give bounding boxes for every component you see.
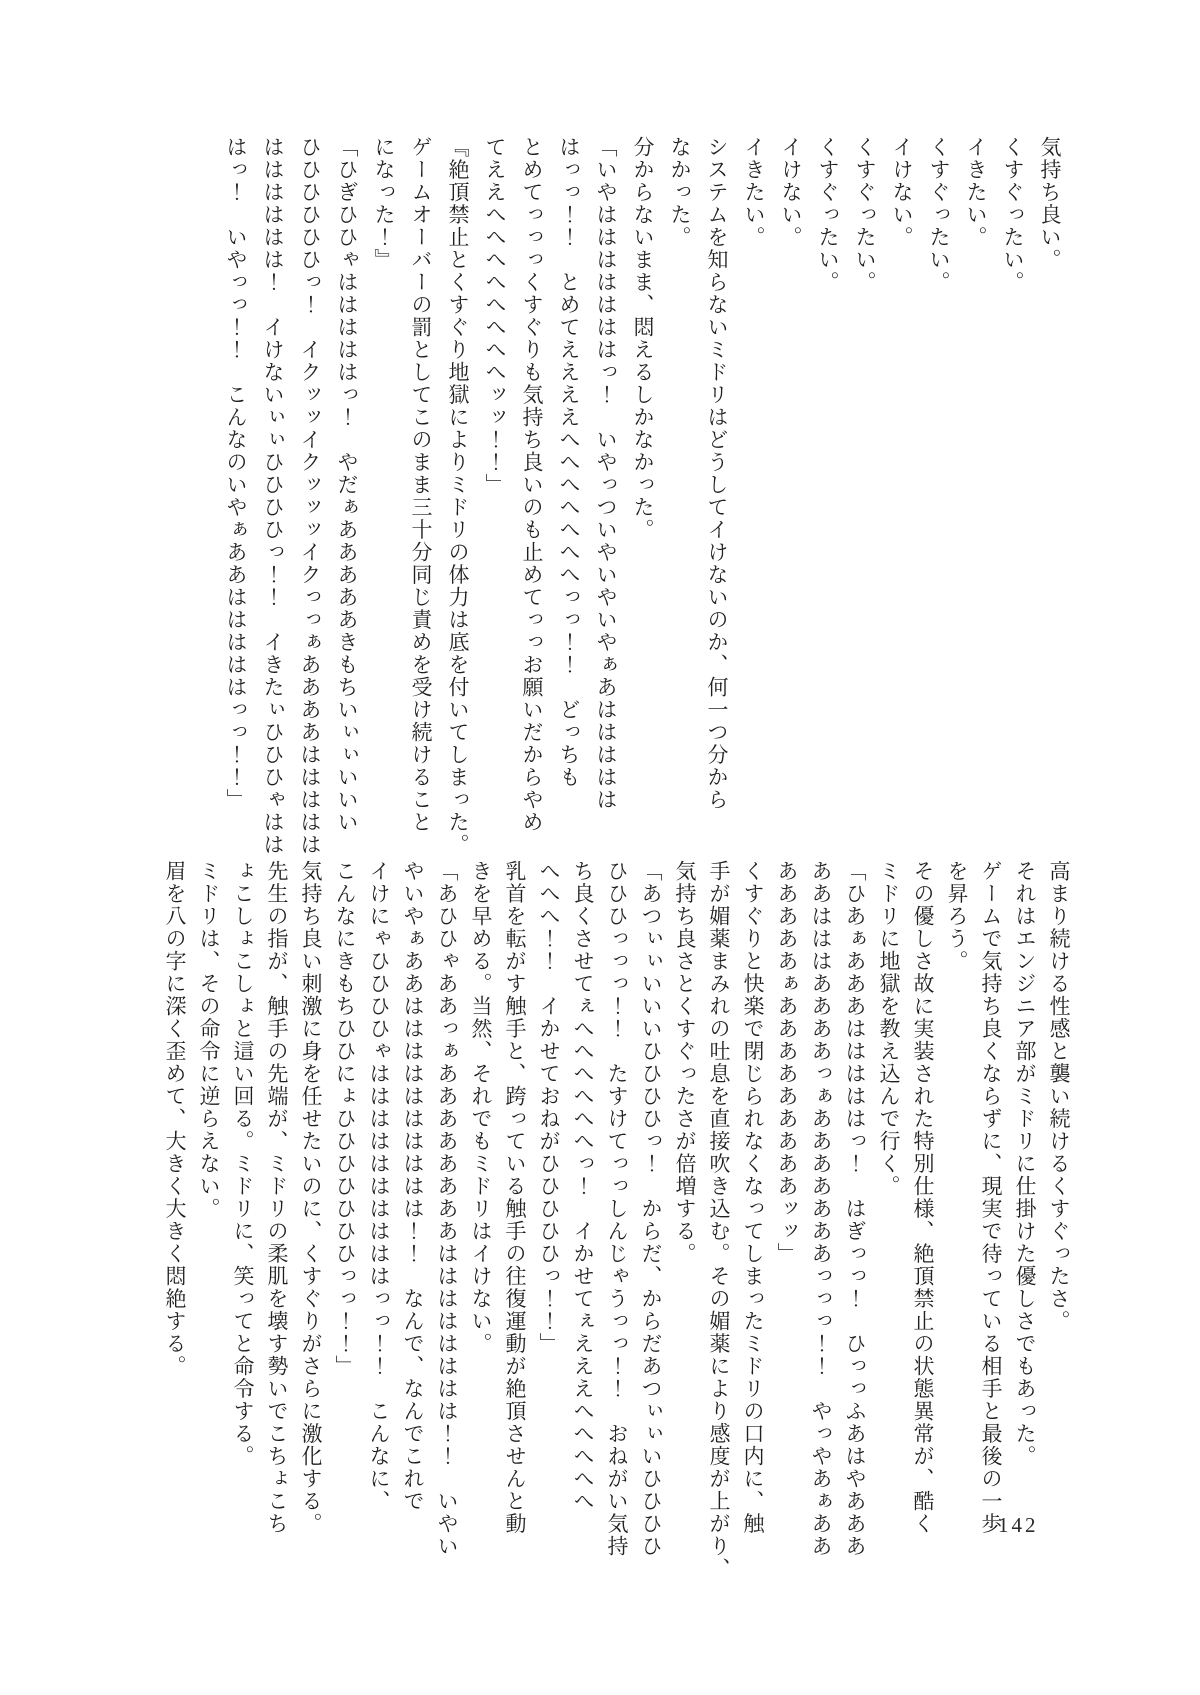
text-column: イけない。 [890,136,914,249]
text-column: 眉を八の字に深く歪めて、大きく大きく悶絶する。 [163,860,187,1378]
text-column: ミドリに地獄を教え込んで行く。 [877,860,901,1198]
text-column: くすぐったい。 [1001,136,1025,294]
text-column: てええへへへへへへへへッッ！！」 [483,136,507,496]
text-column: ひひひっっっ！！ たすけてっっしんじゃうっっ！！ おねがい気持 [605,860,629,1558]
top-text-block [217,136,1068,856]
text-column: とめてっっっくすぐりも気持ち良いのも止めてっっお願いだからやめ [520,136,544,834]
text-column: ああはははああああっぁあああああああっっっ！！ やっやあぁああ [809,860,833,1558]
text-column: 「ひあぁあああはははははっ！ はぎっっ！ ひっっふあはやあああ [843,860,867,1558]
text-column: なかった。 [668,136,692,249]
text-column: はっ！ いやっっ！！ こんなのいやぁああはははははっっ！！」 [224,136,248,811]
text-column: 『絶頂禁止とくすぐり地獄によりミドリの体力は底を付いてしまった。 [446,136,470,856]
text-column: くすぐったい。 [853,136,877,294]
text-column: 「いやはははははははっ！ いやっついやいやいやぁあははははは [594,136,618,811]
text-column: くすぐったい。 [816,136,840,294]
text-column: へへへ！！ イかせておねがひひひひひっ！！」 [537,860,561,1355]
text-column: になった！』 [372,136,396,271]
bottom-text-block [158,860,1076,1580]
text-column: 「ひぎひひゃはははははっ！ やだぁあああああきもちいぃぃいいい [335,136,359,834]
text-column: ゲームで気持ち良くならずに、現実で待っている相手と最後の一歩 [979,860,1003,1535]
text-column: 気持ち良い。 [1038,136,1062,271]
text-column: を昇ろう。 [945,860,969,973]
text-column: 乳首を転がす触手と、跨っている触手の往復運動が絶頂させんと動 [503,860,527,1535]
text-column: 手が媚薬まみれの吐息を直接吹き込む。その媚薬により感度が上がり、 [707,860,731,1580]
text-column: ミドリは、その命令に逆らえない。 [197,860,221,1220]
text-column: 高まり続ける性感と襲い続けるくすぐったさ。 [1047,860,1071,1333]
text-column: ょこしょこしょと這い回る。ミドリに、笑ってと命令する。 [231,860,255,1468]
text-column: システムを知らないミドリはどうしてイけないのか、何一つ分から [705,136,729,811]
text-column: その優しさ故に実装された特別仕様、絶頂禁止の状態異常が、酷く [911,860,935,1535]
text-column: やいやぁああはははははははははは！！ なんで、なんでこれで [401,860,425,1513]
text-column: ひひひひひひっ！ イクッッイクッッッイクっっぁああああははははは [298,136,322,856]
text-column: 気持ち良さとくすぐったさが倍増する。 [673,860,697,1265]
text-column: 「あひひゃああっぁああああああああはははははははは！！ いやい [435,860,459,1558]
text-column: 「あつぃぃいいいひひひひっ！ からだ、からだあつぃぃいひひひひ [639,860,663,1558]
text-column: きを早める。当然、それでもミドリはイけない。 [469,860,493,1355]
text-column: あああああぁあああああああああッッ」 [775,860,799,1265]
text-column: こんなにきもちひひにょひひひひひひひっっ！！」 [333,860,357,1378]
text-column: はっっ！！ とめてええええへへへへへへへっっ！！ どっちも [557,136,581,789]
text-column: 先生の指が、触手の先端が、ミドリの柔肌を壊す勢いでこちょこち [265,860,289,1535]
text-column: はははははは！ イけないぃぃひひひひっ！！ イきたぃひひひゃはは [261,136,285,856]
text-column: イきたい。 [964,136,988,249]
text-column: くすぐりと快楽で閉じられなくなってしまったミドリの口内に、触 [741,860,765,1535]
text-column: 気持ち良い刺激に身を任せたいのに、くすぐりがさらに激化する。 [299,860,323,1535]
text-column: イきたい。 [742,136,766,249]
text-column: それはエンジニア部がミドリに仕掛けた優しさでもあった。 [1013,860,1037,1468]
text-column: イけにゃひひひひゃははははははははははっっ！！ こんなに、 [367,860,391,1513]
text-column: 分からないまま、悶えるしかなかった。 [631,136,655,541]
page-number: 142 [998,1513,1039,1537]
text-column: イけない。 [779,136,803,249]
text-column: ゲームオーバーの罰としてこのまま三十分同じ責めを受け続けること [409,136,433,834]
text-column: ち良くさせてぇへへへへへへっ！ イかせてぇえええへへへへへ [571,860,595,1513]
text-column: くすぐったい。 [927,136,951,294]
